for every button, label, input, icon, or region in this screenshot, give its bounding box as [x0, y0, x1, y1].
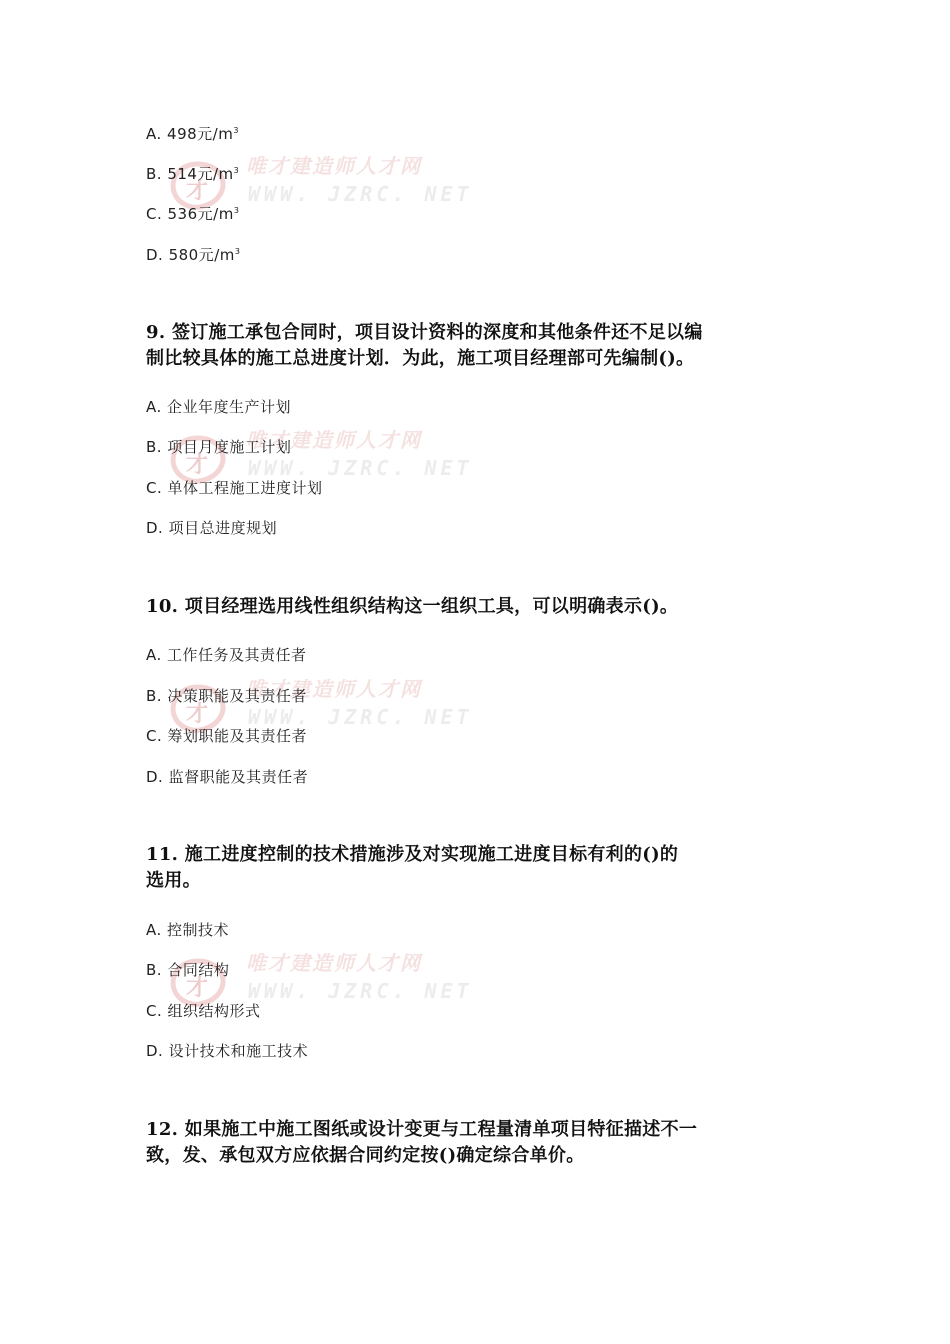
- watermark-cn: 唯才建造师人才网: [246, 677, 422, 701]
- question-9-line-2: 制比较具体的施工总进度计划．为此，施工项目经理部可先编制()。: [146, 348, 695, 369]
- q9-option-d: D. 项目总进度规划: [146, 519, 278, 537]
- watermark-cn: 唯才建造师人才网: [246, 428, 422, 452]
- question-9: [146, 320, 786, 372]
- question-11-line-1: 11. 施工进度控制的技术措施涉及对实现施工进度目标有利的()的: [146, 844, 679, 865]
- q8-option-a: A. 498元$/m^3$: [146, 125, 239, 143]
- question-9-line-1: 9. 签订施工承包合同时，项目设计资料的深度和其他条件还不足以编: [146, 322, 703, 343]
- watermark-en: WWW. JZRC. NET: [248, 456, 473, 480]
- question-10: [146, 594, 786, 620]
- watermark-en: WWW. JZRC. NET: [248, 705, 473, 729]
- q9-option-b: B. 项目月度施工计划: [146, 438, 292, 456]
- svg-text:才: 才: [186, 976, 209, 1001]
- q11-option-b: B. 合同结构: [146, 961, 230, 979]
- q10-option-a: A. 工作任务及其责任者: [146, 646, 307, 664]
- q11-option-d: D. 设计技术和施工技术: [146, 1042, 309, 1060]
- q10-option-d: D. 监督职能及其责任者: [146, 768, 309, 786]
- question-12-line-1: 12. 如果施工中施工图纸或设计变更与工程量清单项目特征描述不一: [146, 1119, 698, 1140]
- question-11-line-2: 选用。: [146, 870, 201, 891]
- q10-option-c: C. 筹划职能及其责任者: [146, 727, 308, 745]
- svg-text:才: 才: [186, 453, 209, 478]
- question-11: [146, 842, 786, 894]
- question-10-line-1: 10. 项目经理选用线性组织结构这一组织工具，可以明确表示()。: [146, 596, 679, 617]
- q8-option-d: D. 580元$/m^3$: [146, 246, 241, 264]
- q10-option-b: B. 决策职能及其责任者: [146, 687, 307, 705]
- watermark-cn: 唯才建造师人才网: [246, 154, 422, 178]
- q11-option-a: A. 控制技术: [146, 921, 230, 939]
- watermark-cn: 唯才建造师人才网: [246, 951, 422, 975]
- q8-option-b: B. 514元$/m^3$: [146, 165, 240, 183]
- q9-option-a: A. 企业年度生产计划: [146, 398, 292, 416]
- q9-option-c: C. 单体工程施工进度计划: [146, 479, 323, 497]
- question-12: [146, 1117, 786, 1169]
- question-12-line-2: 致，发、承包双方应依据合同约定按()确定综合单价。: [146, 1145, 585, 1166]
- watermark-en: WWW. JZRC. NET: [248, 979, 473, 1003]
- q11-option-c: C. 组织结构形式: [146, 1002, 261, 1020]
- watermark-en: WWW. JZRC. NET: [248, 182, 473, 206]
- svg-text:才: 才: [186, 179, 209, 204]
- svg-text:才: 才: [186, 702, 209, 727]
- q8-option-c: C. 536元$/m^3$: [146, 205, 240, 223]
